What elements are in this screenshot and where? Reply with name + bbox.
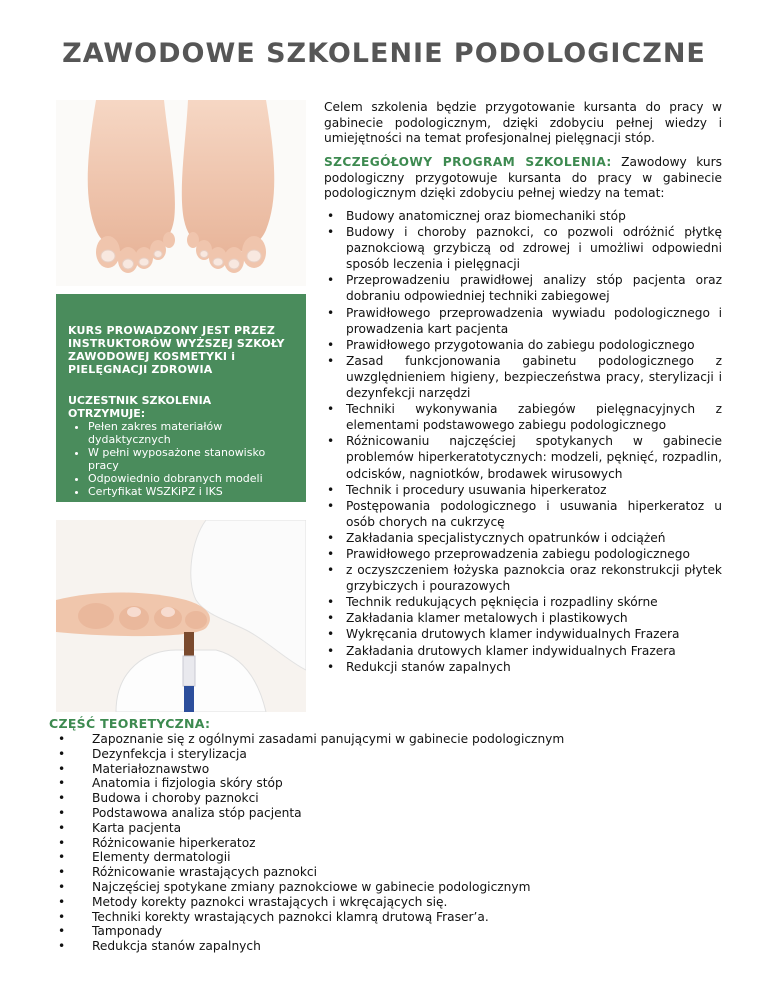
list-item: • Budowa i choroby paznokci <box>56 791 564 806</box>
list-item: • Budowy anatomicznej oraz biomechaniki stóp <box>324 208 722 224</box>
list-item: • W pełni wyposażone stanowisko pracy <box>88 446 292 472</box>
list-item: • Prawidłowego przeprowadzenia zabiegu podologicznego <box>324 546 722 562</box>
list-item: • Certyfikat WSZKiPZ i IKS <box>88 485 292 498</box>
participant-receives-heading: UCZESTNIK SZKOLENIA OTRZYMUJE: <box>68 394 212 420</box>
list-item: • Najczęściej spotykane zmiany paznokciowe w gabinecie podologicznym <box>56 880 564 895</box>
list-item: • Wykręcania drutowych klamer indywidualnych Frazera <box>324 626 722 642</box>
list-item: • Dezynfekcja i sterylizacja <box>56 747 564 762</box>
list-item: • Materiałoznawstwo <box>56 762 564 777</box>
list-item: • Elementy dermatologii <box>56 850 564 865</box>
list-item: • Techniki wykonywania zabiegów pielęgnacyjnych z elementami podstawowego zabiegu podologicznego <box>324 401 722 433</box>
list-item: • Karta pacjenta <box>56 821 564 836</box>
list-item: • Postępowania podologicznego i usuwania hiperkeratoz u osób chorych na cukrzycę <box>324 498 722 530</box>
list-item: • Prawidłowego przeprowadzenia wywiadu podologicznego i prowadzenia kart pacjenta <box>324 305 722 337</box>
list-item: • Technik i procedury usuwania hiperkeratoz <box>324 482 722 498</box>
list-item: • Odpowiednio dobranych modeli <box>88 472 292 485</box>
list-item: • Prawidłowego przygotowania do zabiegu podologicznego <box>324 337 722 353</box>
benefits-list <box>68 420 292 498</box>
list-item: • Technik redukujących pęknięcia i rozpadliny skórne <box>324 594 722 610</box>
program-list <box>324 208 722 675</box>
list-item: • Zakładania drutowych klamer indywidualnych Frazera <box>324 643 722 659</box>
list-item: • Metody korekty paznokci wrastających i wkręcających się. <box>56 895 564 910</box>
list-item: • Przeprowadzeniu prawidłowej analizy stóp pacjenta oraz dobraniu odpowiedniej techniki zabiegowej <box>324 272 722 304</box>
list-item: • z oczyszczeniem łożyska paznokcia oraz rekonstrukcji płytek grzybiczych i pourazowych <box>324 562 722 594</box>
course-info-box <box>56 294 306 502</box>
list-item: • Redukcji stanów zapalnych <box>324 659 722 675</box>
list-item: • Zakładania specjalistycznych opatrunków i odciążeń <box>324 530 722 546</box>
list-item: • Redukcja stanów zapalnych <box>56 939 564 954</box>
page-title: ZAWODOWE SZKOLENIE PODOLOGICZNE <box>62 38 706 69</box>
list-item: • Budowy i choroby paznokci, co pozwoli odróżnić płytkę paznokciową grzybiczą od zdrowej i umożliwi odpowiedni sposób leczenia i pielęgnacji <box>324 224 722 272</box>
program-paragraph <box>324 155 722 202</box>
theory-list <box>56 732 564 954</box>
list-item: • Zakładania klamer metalowych i plastikowych <box>324 610 722 626</box>
list-item: • Techniki korekty wrastających paznokci klamrą drutową Fraser’a. <box>56 910 564 925</box>
bare-feet-photo <box>56 100 306 286</box>
program-label: SZCZEGÓŁOWY PROGRAM SZKOLENIA: <box>324 155 612 169</box>
list-item: • Tamponady <box>56 924 564 939</box>
list-item: • Podstawowa analiza stóp pacjenta <box>56 806 564 821</box>
list-item: • Różnicowaniu najczęściej spotykanych w gabinecie problemów hiperkeratotycznych: modzeli, pęknięć, rozpadlin, odcisków, nagniotków, brodawek wirusowych <box>324 433 722 481</box>
list-item: • Zasad funkcjonowania gabinetu podologicznego z uwzględnieniem higieny, bezpieczeństwa pracy, sterylizacji i dezynfekcji narzędzi <box>324 353 722 401</box>
pedicure-treatment-photo <box>56 520 306 712</box>
program-text: Zawodowy kurs podologiczny przygotowuje kursanta do pracy w gabinecie podologicznym dzięki zdobyciu pełnej wiedzy na temat: <box>324 155 722 200</box>
instructors-heading: KURS PROWADZONY JEST PRZEZ INSTRUKTORÓW WYŻSZEJ SZKOŁY ZAWODOWEJ KOSMETYKI i PIELĘGNACJI ZDROWIA <box>68 324 285 376</box>
intro-paragraph: Celem szkolenia będzie przygotowanie kursanta do pracy w gabinecie podologicznym, dzięki zdobyciu pełnej wiedzy i umiejętności na temat profesjonalnej pielęgnacji stóp. <box>324 100 722 145</box>
list-item: • Różnicowanie wrastających paznokci <box>56 865 564 880</box>
list-item: • Różnicowanie hiperkeratoz <box>56 836 564 851</box>
list-item: • Anatomia i fizjologia skóry stóp <box>56 776 564 791</box>
list-item: • Pełen zakres materiałów dydaktycznych <box>88 420 292 446</box>
theory-heading: CZĘŚĆ TEORETYCZNA: <box>49 716 211 731</box>
list-item: • Zapoznanie się z ogólnymi zasadami panującymi w gabinecie podologicznym <box>56 732 564 747</box>
